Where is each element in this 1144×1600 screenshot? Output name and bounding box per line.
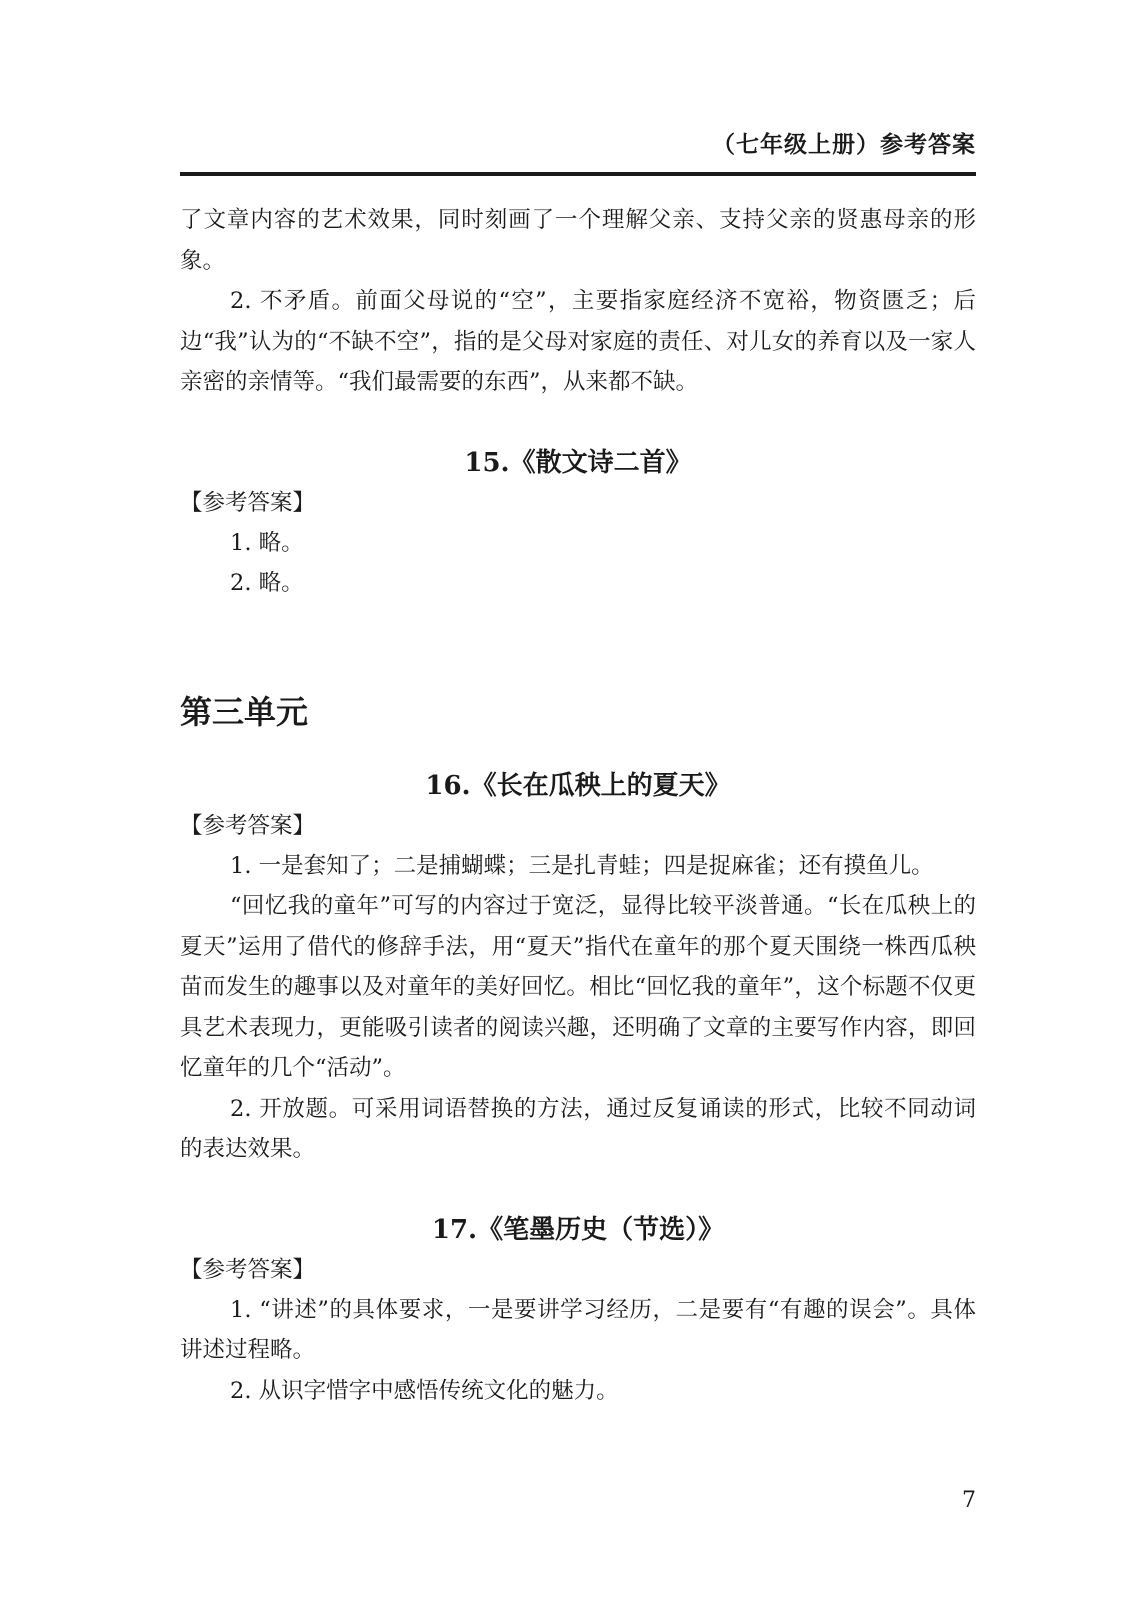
lesson-17-answer-1: 1. “讲述”的具体要求，一是要讲学习经历，二是要有“有趣的误会”。具体讲述过程略。 [180,1296,976,1363]
running-header: （七年级上册）参考答案 [712,132,976,158]
lesson-16-answer-2: 2. 开放题。可采用词语替换的方法，通过反复诵读的形式，比较不同动词的表达效果。 [180,1095,976,1162]
page-number: 7 [962,1488,976,1513]
lesson-17-answer-2: 2. 从识字惜字中感悟传统文化的魅力。 [230,1377,619,1404]
lesson-15-answer-tag: 【参考答案】 [180,489,316,516]
lesson-16-answer-tag: 【参考答案】 [180,812,316,839]
lesson-15-answer-1: 1. 略。 [230,529,304,556]
lesson-15-title: 15.《散文诗二首》 [464,447,692,478]
paragraph-answer-2: 2. 不矛盾。前面父母说的“空”，主要指家庭经济不宽裕，物资匮乏；后边“我”认为的“不缺不空”，指的是父母对家庭的责任、对儿女的养育以及一家人亲密的亲情等。“我们最需要的东西”，从来都不缺。 [180,288,976,395]
lesson-16-title: 16.《长在瓜秧上的夏天》 [425,770,731,801]
lesson-15-answer-2: 2. 略。 [230,570,304,596]
unit-3-heading: 第三单元 [180,692,309,731]
lesson-17-answer-tag: 【参考答案】 [180,1256,316,1283]
paragraph-continued: 了文章内容的艺术效果，同时刻画了一个理解父亲、支持父亲的贤惠母亲的形象。 [180,207,976,274]
lesson-16-answer-1-para-2: “回忆我的童年”可写的内容过于宽泛，显得比较平淡普通。“长在瓜秧上的夏天”运用了借代的修辞手法，用“夏天”指代在童年的那个夏天围绕一株西瓜秧苗而发生的趣事以及对童年的美好回忆。相比“回忆我的童年”，这个标题不仅更具艺术表现力，更能吸引读者的阅读兴趣，还明确了文章的主要写作内容，即回忆童年的几个“活动”。 [180,893,976,1081]
page-content [180,200,976,1411]
lesson-16-answer-1: 1. 一是套知了；二是捕蝴蝶；三是扎青蛙；四是捉麻雀；还有摸鱼儿。 [230,852,934,879]
header-rule [180,172,976,176]
lesson-17-title: 17.《笔墨历史（节选）》 [431,1214,725,1245]
